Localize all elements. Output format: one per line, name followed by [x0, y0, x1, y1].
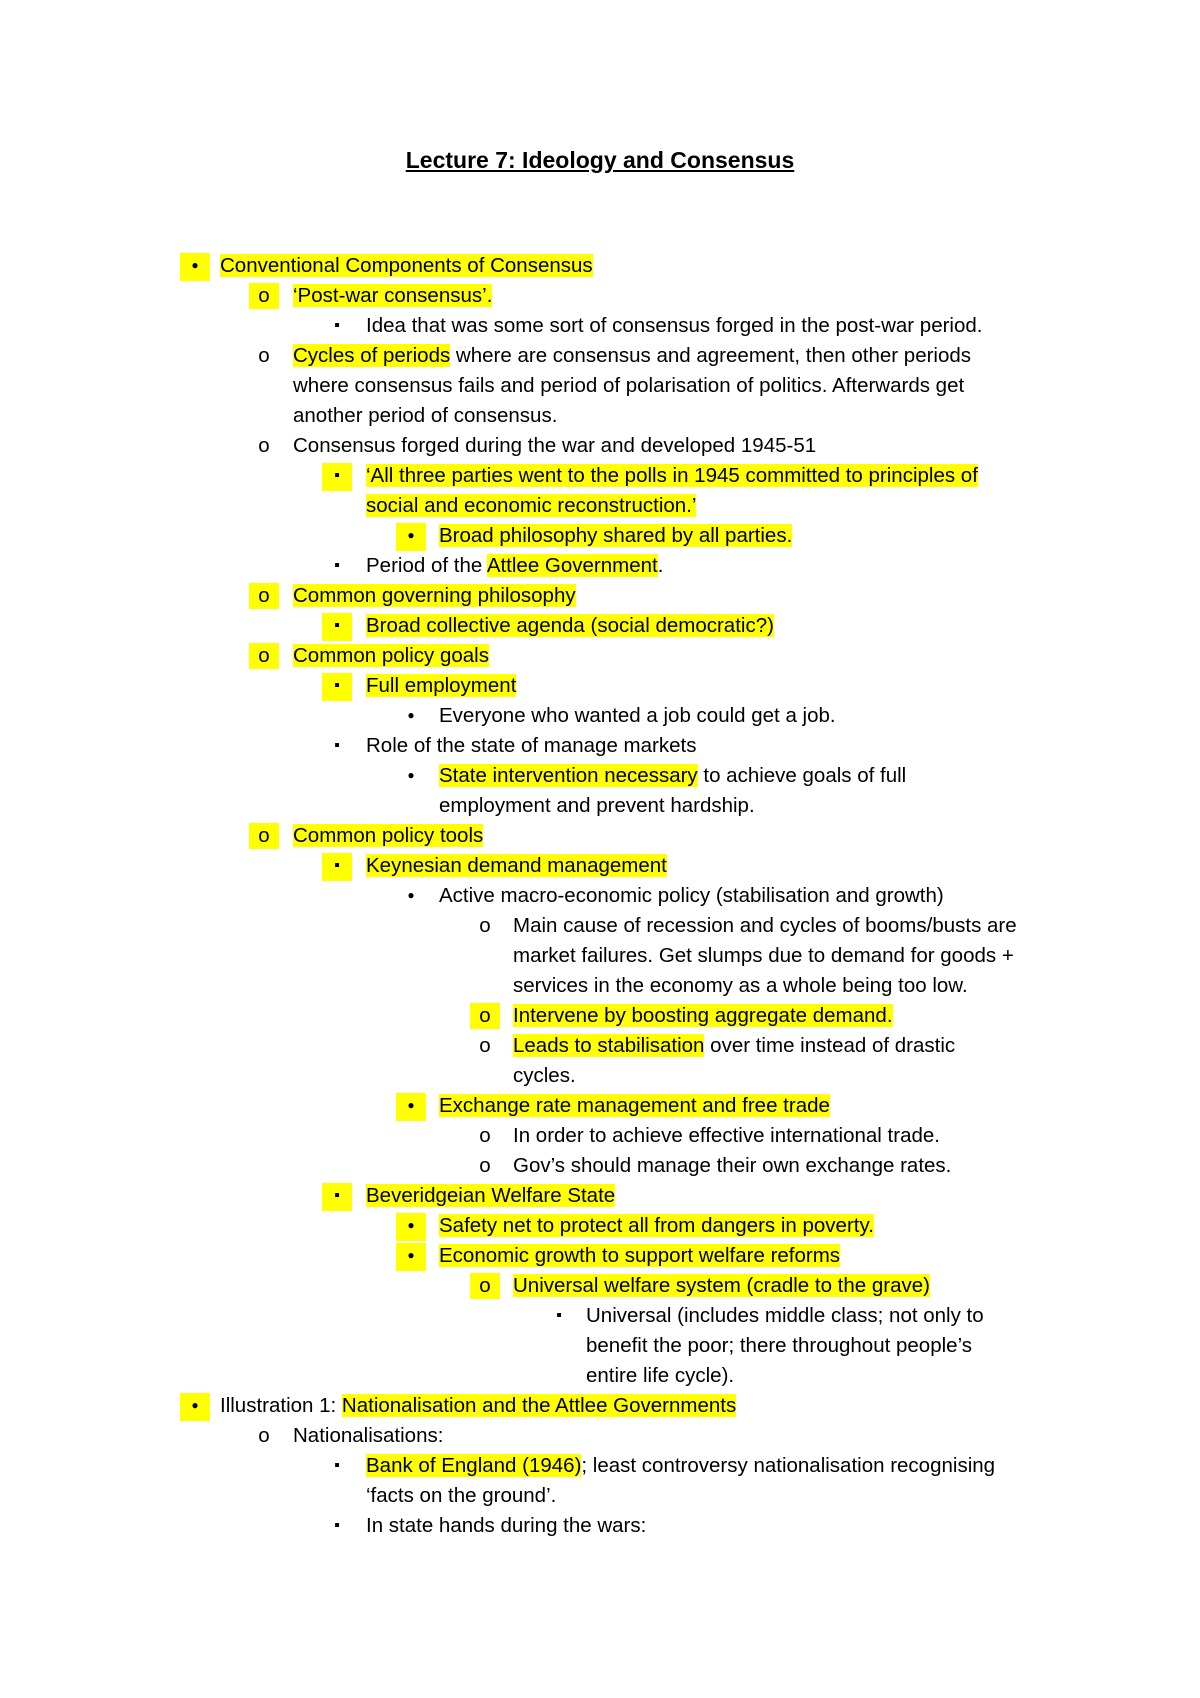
list-item-cont: another period of consensus.: [293, 404, 558, 427]
list-item: Active macro-economic policy (stabilisation and growth): [439, 884, 944, 907]
square-marker: [322, 853, 352, 881]
list-item: Common governing philosophy: [293, 584, 576, 607]
bullet-marker: [400, 763, 422, 791]
square-marker: [548, 1303, 570, 1331]
square-marker: [326, 313, 348, 341]
circle-marker: [470, 1273, 500, 1299]
list-item: Universal welfare system (cradle to the grave): [513, 1274, 930, 1297]
list-item: In order to achieve effective international trade.: [513, 1124, 940, 1147]
list-item: Everyone who wanted a job could get a job.: [439, 704, 836, 727]
list-item: Bank of England (1946); least controversy nationalisation recognising: [366, 1454, 996, 1477]
list-item-cont: cycles.: [513, 1064, 576, 1087]
list-item: Gov’s should manage their own exchange rates.: [513, 1154, 952, 1177]
bullet-marker: [396, 1093, 426, 1121]
list-item: Leads to stabilisation over time instead of drastic: [513, 1034, 956, 1057]
circle-marker: [474, 913, 496, 939]
page-title: Lecture 7: Ideology and Consensus: [405, 147, 795, 173]
list-item-cont: social and economic reconstruction.’: [366, 494, 697, 517]
square-marker: [322, 463, 352, 491]
circle-marker: [249, 283, 279, 309]
list-item: Idea that was some sort of consensus forged in the post-war period.: [366, 314, 983, 337]
circle-marker: [249, 823, 279, 849]
list-item: Illustration 1: Nationalisation and the Attlee Governments: [220, 1394, 737, 1417]
list-item: Role of the state of manage markets: [366, 734, 697, 757]
list-item: Economic growth to support welfare reforms: [439, 1244, 841, 1267]
circle-marker: [249, 643, 279, 669]
square-marker: [326, 733, 348, 761]
circle-marker: [253, 1423, 275, 1449]
list-item: ‘Post-war consensus’.: [293, 284, 493, 307]
bullet-marker: [396, 1243, 426, 1271]
list-item-cont: benefit the poor; there throughout people’s: [586, 1334, 972, 1357]
circle-marker: [470, 1003, 500, 1029]
square-marker: [326, 1453, 348, 1481]
list-item: State intervention necessary to achieve goals of full: [439, 764, 907, 787]
square-marker: [322, 1183, 352, 1211]
bullet-marker: [180, 1393, 210, 1421]
list-item: Broad philosophy shared by all parties.: [439, 524, 793, 547]
bullet-marker: [396, 523, 426, 551]
list-item: Beveridgeian Welfare State: [366, 1184, 616, 1207]
list-item: Exchange rate management and free trade: [439, 1094, 830, 1117]
list-item: Full employment: [366, 674, 517, 697]
list-item-cont: entire life cycle).: [586, 1364, 735, 1387]
list-item-cont: employment and prevent hardship.: [439, 794, 755, 817]
list-item-cont: market failures. Get slumps due to demand for goods +: [513, 944, 1014, 967]
circle-marker: [474, 1123, 496, 1149]
list-item-cont: services in the economy as a whole being too low.: [513, 974, 968, 997]
list-item: Consensus forged during the war and developed 1945-51: [293, 434, 817, 457]
bullet-marker: [396, 1213, 426, 1241]
list-item: Common policy goals: [293, 644, 489, 667]
list-item: Intervene by boosting aggregate demand.: [513, 1004, 893, 1027]
square-marker: [322, 613, 352, 641]
list-item: ‘All three parties went to the polls in 1945 committed to principles of: [366, 464, 978, 487]
list-item: Broad collective agenda (social democratic?): [366, 614, 774, 637]
list-item: Conventional Components of Consensus: [220, 254, 593, 277]
list-item: Common policy tools: [293, 824, 484, 847]
square-marker: [326, 553, 348, 581]
list-item: Safety net to protect all from dangers in poverty.: [439, 1214, 874, 1237]
bullet-marker: [180, 253, 210, 281]
list-item-cont: where consensus fails and period of polarisation of politics. Afterwards get: [293, 374, 965, 397]
list-item: In state hands during the wars:: [366, 1514, 647, 1537]
circle-marker: [253, 433, 275, 459]
circle-marker: [474, 1033, 496, 1059]
list-item: Cycles of periods where are consensus and agreement, then other periods: [293, 344, 972, 367]
list-item: Universal (includes middle class; not only to: [586, 1304, 984, 1327]
list-item: Keynesian demand management: [366, 854, 667, 877]
square-marker: [326, 1513, 348, 1541]
circle-marker: [253, 343, 275, 369]
list-item: Nationalisations:: [293, 1424, 444, 1447]
list-item-cont: ‘facts on the ground’.: [366, 1484, 557, 1507]
bullet-marker: [400, 883, 422, 911]
list-item: Main cause of recession and cycles of booms/busts are: [513, 914, 1017, 937]
circle-marker: [474, 1153, 496, 1179]
list-item: Period of the Attlee Government.: [366, 554, 664, 577]
bullet-marker: [400, 703, 422, 731]
circle-marker: [249, 583, 279, 609]
square-marker: [322, 673, 352, 701]
